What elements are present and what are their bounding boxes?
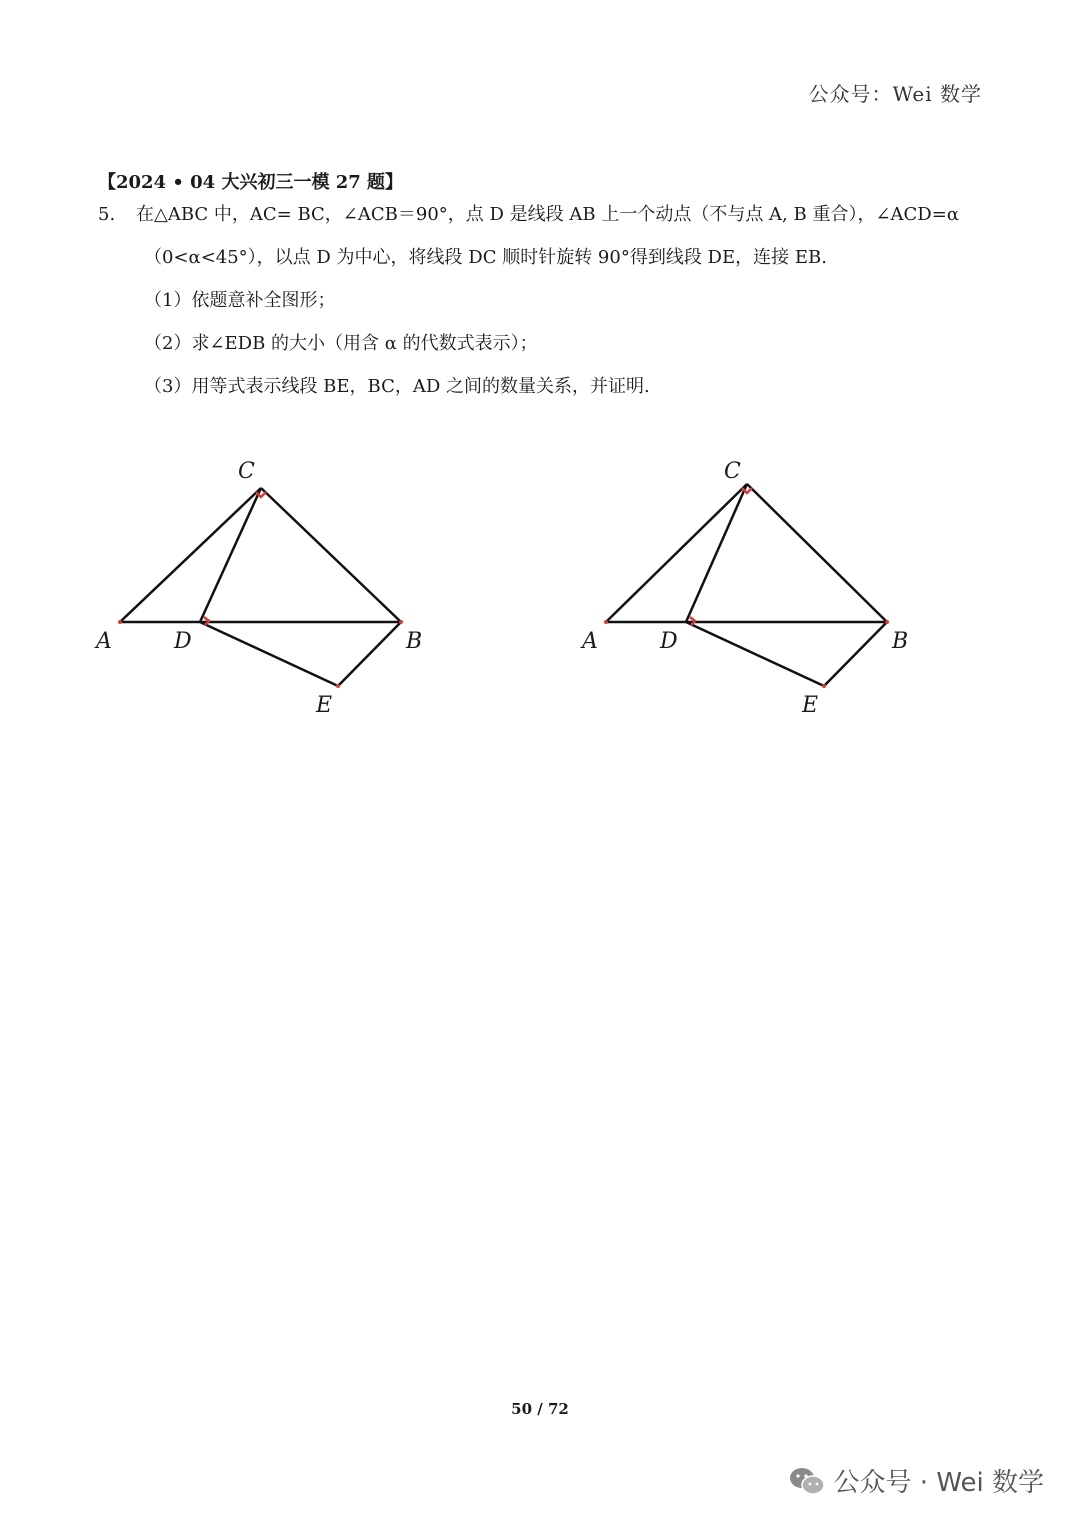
- label-d: D: [660, 629, 678, 654]
- geometry-figure-2: [566, 440, 926, 730]
- problem-stem-line2: （0<α<45°），以点 D 为中心，将线段 DC 顺时针旋转 90°得到线段 DE，连接 EB.: [144, 247, 827, 268]
- figure-2-svg: [566, 440, 926, 730]
- point-e-dot: [822, 684, 826, 688]
- point-b-dot: [399, 620, 403, 624]
- problem-stem-text1: 在△ABC 中，AC= BC，∠ACB＝90°，点 D 是线段 AB 上一个动点（不与点 A, B 重合），∠ACD=α: [136, 204, 959, 225]
- problem-part-3: （3）用等式表示线段 BE，BC，AD 之间的数量关系，并证明.: [144, 376, 650, 397]
- label-c: C: [724, 459, 741, 484]
- label-e: E: [316, 693, 333, 718]
- segment-ac: [120, 488, 261, 622]
- point-e-dot: [336, 684, 340, 688]
- problem-stem-line1: [98, 202, 959, 228]
- segment-bc: [747, 484, 887, 622]
- segment-eb: [338, 622, 401, 686]
- label-b: B: [406, 629, 423, 654]
- figure-1-svg: [80, 440, 440, 730]
- label-b: B: [892, 629, 909, 654]
- geometry-figure-1: [80, 440, 440, 730]
- point-a-dot: [604, 620, 608, 624]
- problem-number: 5.: [98, 204, 116, 225]
- point-a-dot: [118, 620, 122, 624]
- segment-de: [686, 622, 824, 686]
- segment-de: [200, 622, 338, 686]
- label-a: A: [96, 629, 112, 654]
- problem-part-1: （1）依题意补全图形；: [144, 290, 336, 311]
- label-a: A: [582, 629, 598, 654]
- wechat-icon: [788, 1466, 826, 1496]
- segment-cd: [200, 488, 261, 622]
- label-d: D: [174, 629, 192, 654]
- point-b-dot: [885, 620, 889, 624]
- segment-bc: [261, 488, 401, 622]
- page-number: 50 / 72: [511, 1400, 569, 1418]
- problem-part-2: （2）求∠EDB 的大小（用含 α 的代数式表示）；: [144, 333, 538, 354]
- segment-eb: [824, 622, 887, 686]
- segment-ac: [606, 484, 747, 622]
- header-brand: 公众号：Wei 数学: [808, 82, 982, 106]
- problem-source: 【2024 • 04 大兴初三一模 27 题】: [98, 172, 404, 193]
- footer-watermark-text: 公众号 · Wei 数学: [833, 1468, 1044, 1498]
- label-e: E: [802, 693, 819, 718]
- label-c: C: [238, 459, 255, 484]
- segment-cd: [686, 484, 747, 622]
- footer-watermark: [788, 1462, 1044, 1499]
